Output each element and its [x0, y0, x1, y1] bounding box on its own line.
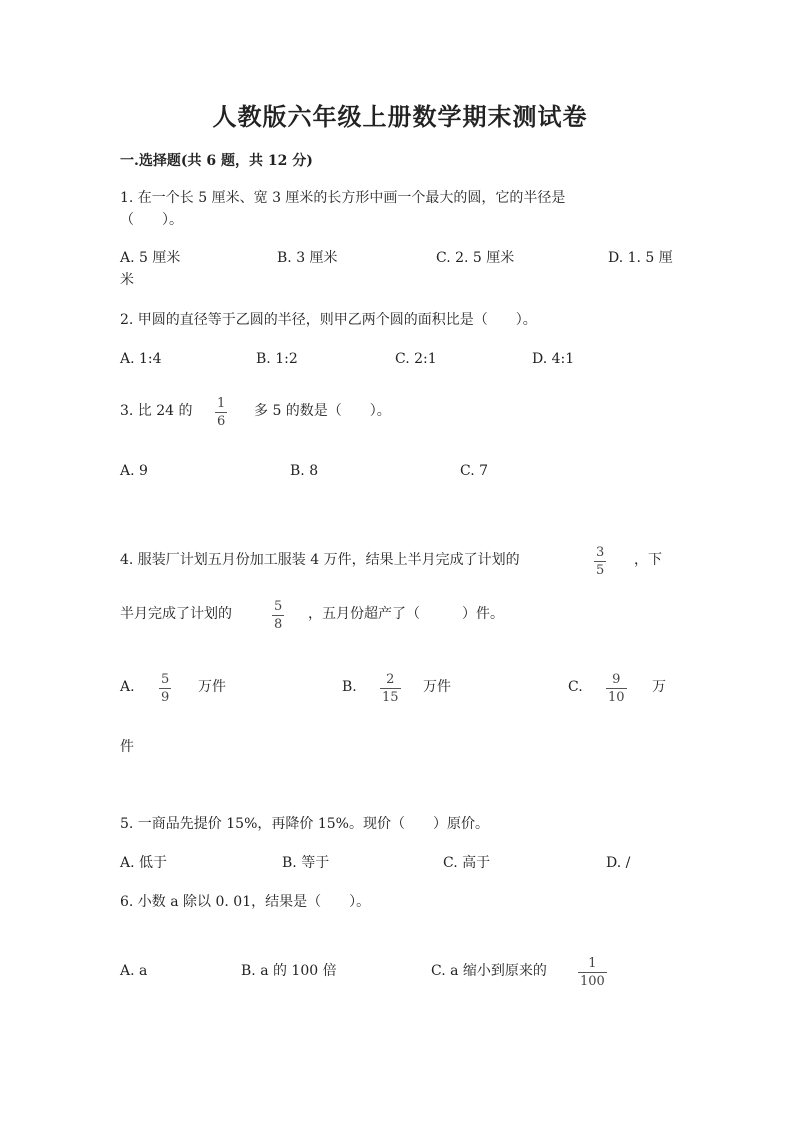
fraction-bar	[159, 688, 171, 689]
question-4-option-a-label: A.	[120, 679, 135, 695]
question-4-line2: 半月完成了计划的	[120, 606, 232, 622]
question-2-option-b: B. 1:2	[256, 351, 298, 367]
question-1-text-line2: （ ）。	[120, 212, 183, 228]
fraction-numerator: 9	[612, 672, 621, 687]
question-4-option-b-label: B.	[342, 679, 357, 695]
question-4-line2-end: ，五月份超产了（ ）件。	[308, 606, 504, 622]
fraction-bar	[578, 972, 607, 973]
question-5-option-d: D. /	[606, 855, 631, 871]
section-heading: 一.选择题(共 6 题，共 12 分)	[120, 153, 313, 169]
fraction-denominator: 15	[382, 690, 399, 705]
fraction-denominator: 9	[161, 690, 170, 705]
fraction-bar	[215, 412, 227, 413]
question-4-option-c-fraction	[606, 672, 627, 705]
fraction-numerator: 1	[588, 956, 597, 971]
question-3-option-c: C. 7	[460, 463, 489, 479]
question-4-option-b-unit: 万件	[423, 679, 451, 695]
question-1-option-c: C. 2. 5 厘米	[436, 250, 515, 266]
fraction-numerator: 5	[274, 599, 283, 614]
fraction-numerator: 2	[386, 672, 395, 687]
fraction-bar	[606, 688, 627, 689]
fraction-numerator: 5	[161, 672, 170, 687]
question-6-text: 6. 小数 a 除以 0. 01，结果是（ ）。	[120, 894, 371, 910]
question-1-option-b: B. 3 厘米	[277, 250, 338, 266]
fraction-denominator: 10	[608, 690, 625, 705]
question-4-fraction-1	[594, 545, 606, 578]
question-4-option-c-unit: 万	[652, 679, 666, 695]
question-1-text-line1: 1. 在一个长 5 厘米、宽 3 厘米的长方形中画一个最大的圆，它的半径是	[120, 190, 566, 206]
fraction-numerator: 1	[217, 396, 226, 411]
question-6-option-c-fraction	[578, 956, 607, 989]
question-4-option-c-label: C.	[568, 679, 583, 695]
question-6-option-a: A. a	[120, 963, 148, 979]
fraction-bar	[272, 615, 284, 616]
question-1-option-d-wrap: 米	[120, 272, 134, 288]
question-2-option-a: A. 1:4	[120, 351, 162, 367]
question-3-text-before: 3. 比 24 的	[120, 403, 193, 419]
fraction-denominator: 5	[596, 563, 605, 578]
fraction-bar	[594, 561, 606, 562]
question-1-option-a: A. 5 厘米	[120, 250, 181, 266]
fraction-numerator: 3	[596, 545, 605, 560]
question-5-text: 5. 一商品先提价 15%，再降价 15%。现价（ ）原价。	[120, 816, 489, 832]
question-4-option-a-fraction	[159, 672, 171, 705]
question-1-option-d: D. 1. 5 厘	[608, 250, 673, 266]
question-2-option-d: D. 4:1	[532, 351, 575, 367]
fraction-bar	[380, 688, 401, 689]
question-4-line1-end: ，下	[634, 552, 662, 568]
question-3-option-b: B. 8	[290, 463, 319, 479]
question-6-option-c: C. a 缩小到原来的	[431, 963, 547, 979]
question-4-fraction-2	[272, 599, 284, 632]
question-5-option-b: B. 等于	[282, 855, 330, 871]
question-3-option-a: A. 9	[120, 463, 148, 479]
question-5-option-c: C. 高于	[443, 855, 491, 871]
question-4-option-c-wrap: 件	[120, 739, 134, 755]
question-5-option-a: A. 低于	[120, 855, 168, 871]
question-2-option-c: C. 2:1	[395, 351, 437, 367]
fraction-denominator: 8	[274, 617, 283, 632]
question-2-text: 2. 甲圆的直径等于乙圆的半径，则甲乙两个圆的面积比是（ ）。	[120, 312, 537, 328]
question-3-text-after: 多 5 的数是（ ）。	[254, 403, 391, 419]
question-6-option-b: B. a 的 100 倍	[241, 963, 337, 979]
question-3-fraction	[215, 396, 227, 429]
fraction-denominator: 6	[217, 414, 226, 429]
fraction-denominator: 100	[580, 974, 605, 989]
question-4-line1: 4. 服装厂计划五月份加工服装 4 万件，结果上半月完成了计划的	[120, 552, 520, 568]
question-4-option-b-fraction	[380, 672, 401, 705]
question-4-option-a-unit: 万件	[198, 679, 226, 695]
page-title: 人教版六年级上册数学期末测试卷	[212, 102, 588, 131]
